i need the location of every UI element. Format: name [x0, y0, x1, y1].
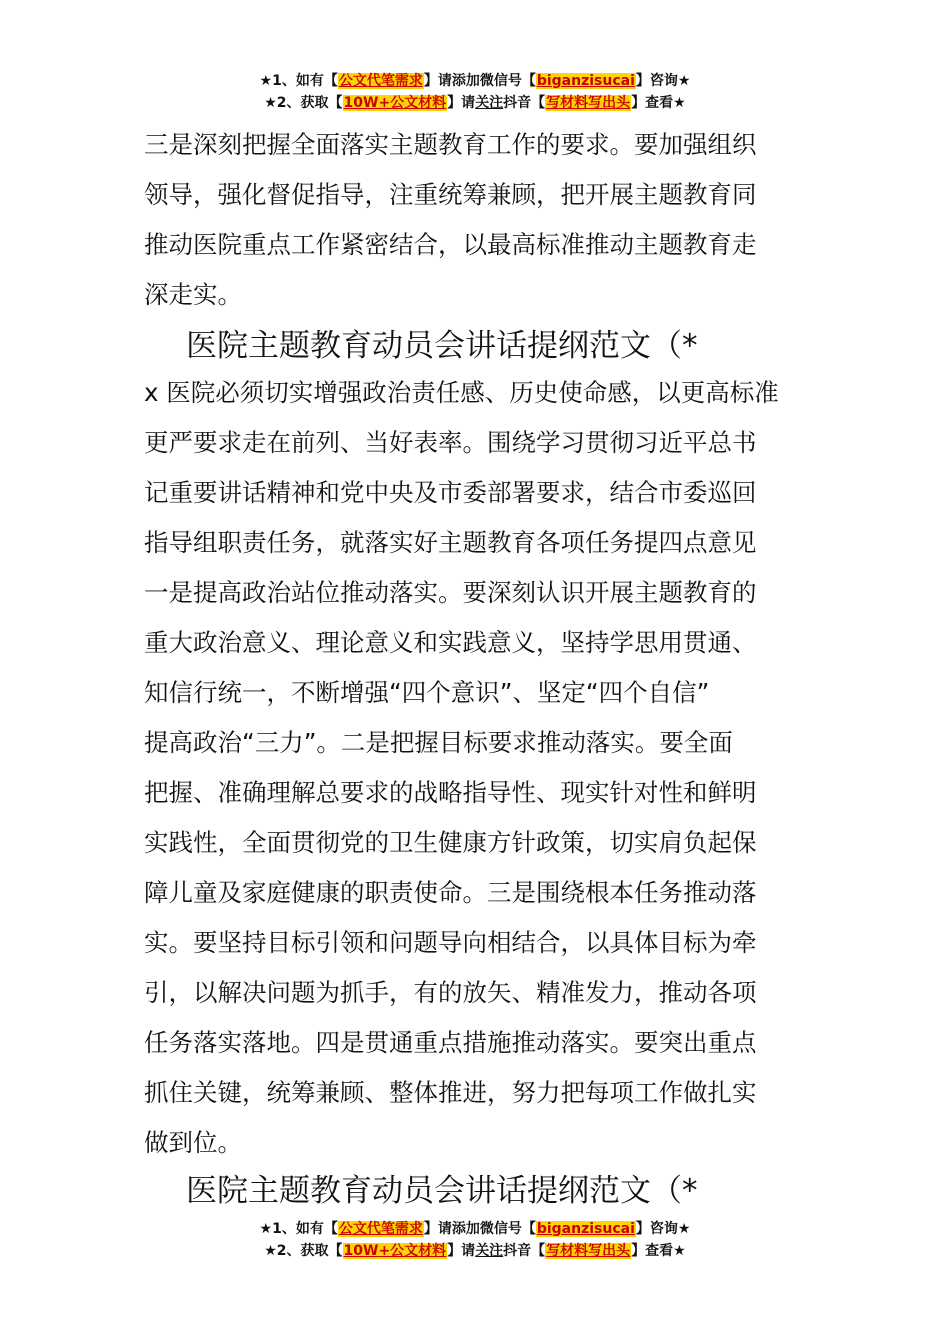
- promo-highlight-ghostwriting: 公文代笔需求: [338, 1221, 423, 1237]
- paragraph-line: 推动医院重点工作紧密结合，以最高标准推动主题教育走: [144, 230, 757, 259]
- paragraph-line: 引，以解决问题为抓手，有的放矢、精准发力，推动各项: [144, 978, 757, 1007]
- promo-banner-top: [0, 70, 950, 114]
- promo-highlight-douyin: 写材料写出头: [546, 95, 631, 111]
- promo-line-2-middle-a: 】请: [447, 95, 476, 111]
- promo-highlight-materials: 10W+公文材料: [343, 1243, 447, 1259]
- paragraph-line: 记重要讲话精神和党中央及市委部署要求，结合市委巡回: [144, 478, 757, 507]
- promo-line-1-suffix: 】咨询★: [635, 1221, 691, 1237]
- promo-line-1-middle: 】请添加微信号【: [423, 1221, 536, 1237]
- section-heading-2: 医院主题教育动员会讲话提纲范文（*: [186, 1173, 698, 1209]
- promo-highlight-ghostwriting: 公文代笔需求: [338, 73, 423, 89]
- paragraph-line: 抓住关键，统筹兼顾、整体推进，努力把每项工作做扎实: [144, 1078, 757, 1107]
- section-heading-1: 医院主题教育动员会讲话提纲范文（*: [186, 328, 698, 364]
- paragraph-line: 任务落实落地。四是贯通重点措施推动落实。要突出重点: [144, 1028, 757, 1057]
- paragraph-line: 一是提高政治站位推动落实。要深刻认识开展主题教育的: [144, 578, 757, 607]
- promo-line-2-middle-b: 抖音【: [503, 1243, 546, 1259]
- promo-line-2-middle-a: 】请: [447, 1243, 476, 1259]
- promo-line-2-suffix: 】查看★: [631, 1243, 686, 1259]
- promo-line-1: [0, 1218, 950, 1240]
- promo-line-2-middle-b: 抖音【: [503, 95, 546, 111]
- promo-follow-text: 关注: [475, 1243, 504, 1259]
- paragraph-line: 实。要坚持目标引领和问题导向相结合，以具体目标为牵: [144, 928, 757, 957]
- paragraph-line: 把握、准确理解总要求的战略指导性、现实针对性和鲜明: [144, 778, 757, 807]
- promo-follow-text: 关注: [475, 95, 504, 111]
- paragraph-line: 更严要求走在前列、当好表率。围绕学习贯彻习近平总书: [144, 428, 757, 457]
- promo-highlight-materials: 10W+公文材料: [343, 95, 447, 111]
- paragraph-line: 重大政治意义、理论意义和实践意义，坚持学思用贯通、: [144, 628, 757, 657]
- promo-line-1-middle: 】请添加微信号【: [423, 73, 536, 89]
- promo-highlight-wechat-id: biganzisucai: [536, 1221, 635, 1237]
- paragraph-line: x 医院必须切实增强政治责任感、历史使命感，以更高标准: [144, 378, 779, 407]
- promo-highlight-wechat-id: biganzisucai: [536, 73, 635, 89]
- paragraph-line: 障儿童及家庭健康的职责使命。三是围绕根本任务推动落: [144, 878, 757, 907]
- promo-line-1: [0, 70, 950, 92]
- promo-banner-bottom: [0, 1218, 950, 1262]
- paragraph-line: 知信行统一，不断增强“四个意识”、坚定“四个自信”: [144, 678, 710, 707]
- paragraph-line: 实践性，全面贯彻党的卫生健康方针政策，切实肩负起保: [144, 828, 757, 857]
- paragraph-line: 提高政治“三力”。二是把握目标要求推动落实。要全面: [144, 728, 733, 757]
- promo-highlight-douyin: 写材料写出头: [546, 1243, 631, 1259]
- promo-line-2-suffix: 】查看★: [631, 95, 686, 111]
- paragraph-line: 领导，强化督促指导，注重统筹兼顾，把开展主题教育同: [144, 180, 757, 209]
- paragraph-line: 深走实。: [144, 280, 242, 309]
- promo-line-1-suffix: 】咨询★: [635, 73, 691, 89]
- promo-line-2: [0, 1240, 950, 1262]
- paragraph-line: 做到位。: [144, 1128, 242, 1157]
- promo-line-1-prefix: ★1、如有【: [259, 73, 338, 89]
- promo-line-1-prefix: ★1、如有【: [259, 1221, 338, 1237]
- paragraph-1: [144, 120, 824, 320]
- paragraph-line: 指导组职责任务，就落实好主题教育各项任务提四点意见: [144, 528, 757, 557]
- paragraph-line: 三是深刻把握全面落实主题教育工作的要求。要加强组织: [144, 130, 757, 159]
- promo-line-2-prefix: ★2、获取【: [264, 1243, 343, 1259]
- promo-line-2-prefix: ★2、获取【: [264, 95, 343, 111]
- promo-line-2: [0, 92, 950, 114]
- paragraph-2: [144, 368, 824, 1168]
